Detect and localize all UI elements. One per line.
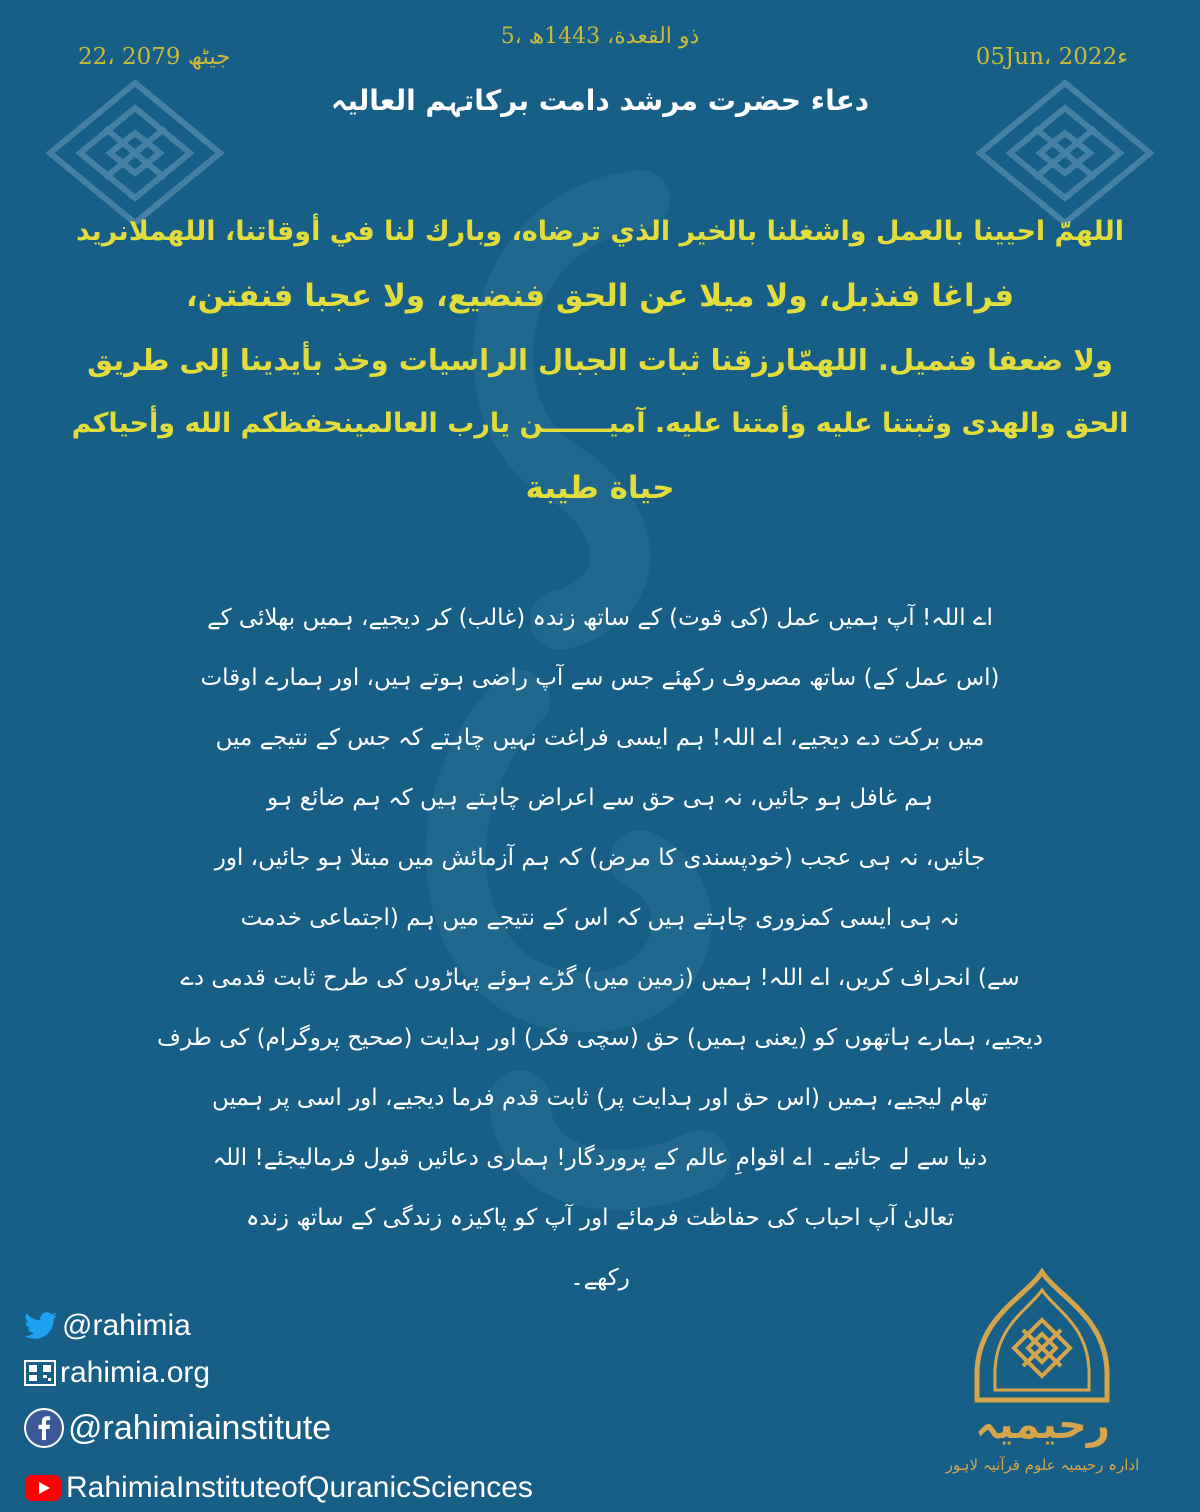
youtube-icon xyxy=(24,1474,62,1502)
urdu-line: میں برکت دے دیجیے، اے اللہ! ہم ایسی فراغت نہیں چاہتے کہ جس کے نتیجے میں xyxy=(215,725,985,751)
hindi-date: 22، جیٹھ 2079 xyxy=(78,44,231,70)
urdu-line: دیجیے، ہمارے ہاتھوں کو (یعنی ہمیں) حق (سچی فکر) اور ہدایت (صحیح پروگرام) کی طرف xyxy=(156,1025,1043,1051)
website-qr-icon xyxy=(24,1360,56,1386)
logo-subtitle: ادارہ رحیمیہ علوم قرآنیہ لاہور xyxy=(945,1456,1140,1474)
urdu-line: اے اللہ! آپ ہمیں عمل (کی قوت) کے ساتھ زندہ (غالب) کر دیجیے، ہمیں بھلائی کے xyxy=(207,605,993,631)
urdu-line: (اس عمل کے) ساتھ مصروف رکھئے جس سے آپ راضی ہوتے ہیں، اور ہمارے اوقات xyxy=(200,665,1000,691)
facebook-handle: @rahimiainstitute xyxy=(68,1408,332,1447)
urdu-line: جائیں، نہ ہی عجب (خودپسندی کا مرض) کہ ہم آزمائش میں مبتلا ہو جائیں، اور xyxy=(214,845,986,871)
urdu-line: نہ ہی ایسی کمزوری چاہتے ہیں کہ اس کے نتیجے میں ہم (اجتماعی خدمت xyxy=(240,905,960,931)
logo-name: رحیمیہ xyxy=(975,1402,1110,1448)
hijri-date: 5، ذو القعدة، 1443ھ xyxy=(500,24,700,49)
arabic-line: اللهمّ احيينا بالعمل واشغلنا بالخير الذي ترضاه، وبارك لنا في أوقاتنا، اللهملانريد xyxy=(76,216,1124,247)
youtube-link[interactable] xyxy=(24,1464,533,1512)
urdu-translation-text xyxy=(110,588,1090,1308)
facebook-icon xyxy=(24,1408,64,1448)
website-link[interactable] xyxy=(24,1350,533,1396)
arabic-dua-text xyxy=(70,200,1130,520)
urdu-line: رکھے۔ xyxy=(570,1265,630,1291)
arabic-line: فراغا فنذبل، ولا ميلا عن الحق فنضيع، ولا عجبا فنفتن، xyxy=(185,278,1015,314)
dome-emblem-icon xyxy=(905,1268,1180,1408)
arabic-line: الحق والهدى وثبتنا عليه وأمتنا عليه. آميـــــــن يارب العالمينحفظكم الله وأحياكم xyxy=(71,408,1129,439)
page-title: دعاء حضرت مرشد دامت برکاتہم العالیہ xyxy=(330,84,870,117)
website-url: rahimia.org xyxy=(60,1356,211,1389)
facebook-link[interactable] xyxy=(24,1402,533,1454)
urdu-line: تعالیٰ آپ احباب کی حفاظت فرمائے اور آپ کو پاکیزہ زندگی کے ساتھ زندہ xyxy=(245,1205,955,1231)
urdu-line: دنیا سے لے جائیے۔ اے اقوامِ عالم کے پروردگار! ہماری دعائیں قبول فرمالیجئے! اللہ xyxy=(212,1145,988,1171)
twitter-handle: @rahimia xyxy=(62,1309,191,1342)
arabic-line: حياة طيبة xyxy=(525,470,675,506)
youtube-channel: RahimiaInstituteofQuranicSciences xyxy=(66,1471,533,1504)
institute-logo xyxy=(905,1268,1180,1488)
gregorian-date: 05Jun، 2022ء xyxy=(975,44,1128,70)
arabic-line: ولا ضعفا فنميل. اللهمّارزقنا ثبات الجبال الراسيات وخذ بأيدينا إلى طريق xyxy=(87,343,1113,377)
social-links xyxy=(24,1306,533,1512)
urdu-line: ہم غافل ہو جائیں، نہ ہی حق سے اعراض چاہتے ہیں کہ ہم ضائع ہو xyxy=(267,785,933,811)
twitter-icon xyxy=(24,1312,58,1340)
urdu-line: تھام لیجیے، ہمیں (اس حق اور ہدایت پر) ثابت قدم فرما دیجیے، اور اسی پر ہمیں xyxy=(211,1085,988,1111)
urdu-line: سے) انحراف کریں، اے اللہ! ہمیں (زمین میں) گڑے ہوئے پہاڑوں کی طرح ثابت قدمی دے xyxy=(180,965,1020,991)
twitter-link[interactable] xyxy=(24,1306,533,1346)
